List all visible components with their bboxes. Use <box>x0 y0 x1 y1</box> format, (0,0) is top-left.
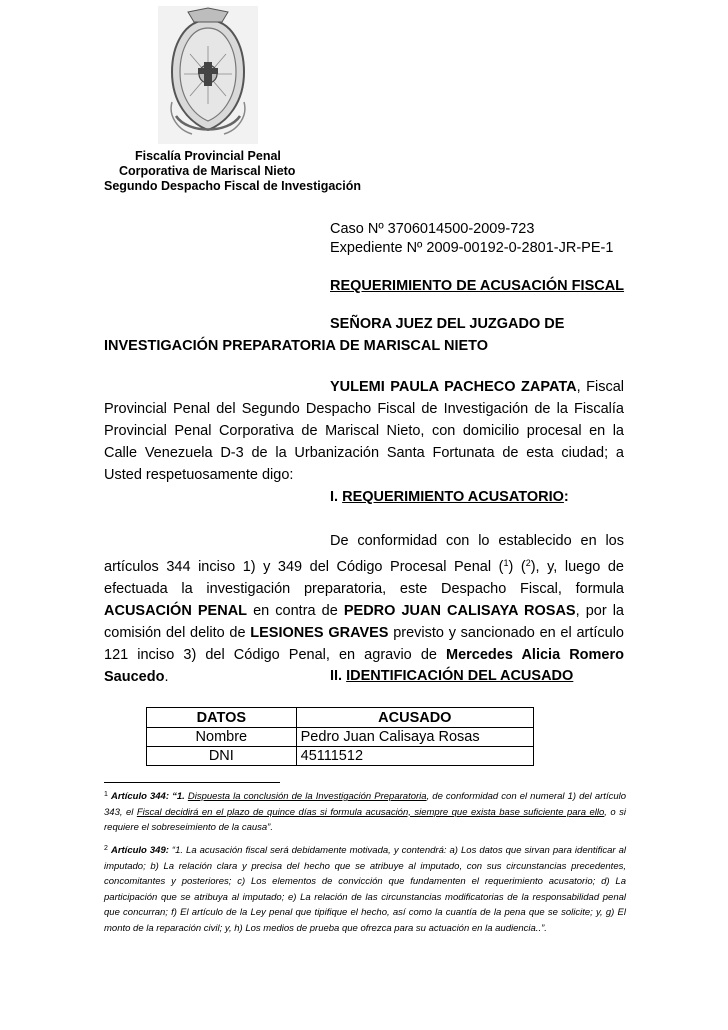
office-header <box>104 149 361 194</box>
table-cell: 45111512 <box>296 747 533 766</box>
accused-data-table <box>146 707 534 766</box>
body-text-5: , por la comisión del delito de <box>104 603 625 641</box>
office-line-3: Segundo Despacho Fiscal de Investigación <box>104 179 362 193</box>
addressee-line-1: SEÑORA JUEZ DEL JUZGADO DE <box>330 316 565 332</box>
footnote-1-text-2: , o si requiere el sobreseimiento de la causa”. <box>104 806 626 833</box>
section-heading-2 <box>330 668 573 684</box>
footnote-1-article: Artículo 344: <box>111 791 169 802</box>
body-text-1: De conformidad con lo establecido en los artículos 344 inciso 1) y 349 del Código Procesal Penal ( <box>104 533 624 575</box>
footnote-1-number: 1 <box>104 791 108 798</box>
accused-name: PEDRO JUAN CALISAYA ROSAS <box>343 603 576 619</box>
footnote-2 <box>104 841 626 936</box>
footnote-separator <box>104 782 280 783</box>
prosecutor-name: YULEMI PAULA PACHECO ZAPATA <box>330 379 577 395</box>
table-header-cell: ACUSADO <box>296 708 533 728</box>
document-title: REQUERIMIENTO DE ACUSACIÓN FISCAL <box>330 278 625 294</box>
table-cell: Pedro Juan Calisaya Rosas <box>296 728 533 747</box>
table-row <box>147 728 534 747</box>
section-2-title: IDENTIFICACIÓN DEL ACUSADO <box>346 668 574 684</box>
case-number: Caso Nº 3706014500-2009-723 <box>330 221 535 237</box>
body-text-4: en contra de <box>247 603 344 619</box>
table-cell: DNI <box>147 747 297 766</box>
footnote-ref-2[interactable]: 2 <box>525 558 531 568</box>
footnote-1-open: “1. <box>169 791 188 802</box>
footnote-2-number: 2 <box>104 845 108 852</box>
footnote-2-text: “1. La acusación fiscal será debidamente motivada, y contendrá: a) Los datos que sirvan para identificar al imputado; b) La relación clara y precisa del hecho que se atribuye al imputado, con sus circunstancias precedentes, concomitantes y posteriores; c) Los elementos de convicción que fundamenten el requerimiento acusatorio; d) La participación que se atribuya al imputado; e) La relación de las circunstancias modificatorias de la responsabilidad penal que concurran; f) El artículo de la Ley penal que tipifique el hecho, así como la cuantía de la pena que se solicite; y, g) El monto de la reparación civil; y, h) Los medios de prueba que ofrezca para su actuación en la audiencia..”. <box>104 845 627 934</box>
office-line-1: Fiscalía Provincial Penal <box>135 149 281 163</box>
file-number: Expediente Nº 2009-00192-0-2801-JR-PE-1 <box>330 240 614 256</box>
table-header-row <box>147 708 534 728</box>
addressee <box>104 313 624 357</box>
footnote-2-article: Artículo 349: <box>110 845 169 856</box>
footnote-1-underlined-2: Fiscal decidirá en el plazo de quince días si formula acusación, siempre que exista base suficiente para ello <box>136 806 605 818</box>
footnote-ref-1[interactable]: 1 <box>503 558 509 568</box>
table-row <box>147 747 534 766</box>
judiciary-seal-emblem <box>158 6 258 144</box>
body-text-7: . <box>164 669 169 685</box>
victim-name: Mercedes Alicia Romero Saucedo <box>104 647 624 685</box>
section-heading-1 <box>330 489 569 505</box>
office-line-2: Corporativa de Mariscal Nieto <box>119 164 296 178</box>
footnote-1 <box>104 787 626 836</box>
body-text-3: ), y, luego de efectuada la investigación preparatoria, este Despacho Fiscal, formula <box>104 559 624 597</box>
table-header-cell: DATOS <box>147 708 297 728</box>
section-1-colon: : <box>563 489 569 505</box>
footnote-1-text-1: , de conformidad con el numeral 1) del artículo 343, el <box>104 791 627 818</box>
addressee-line-2: INVESTIGACIÓN PREPARATORIA DE MARISCAL NIETO <box>104 338 489 354</box>
accusation-label: ACUSACIÓN PENAL <box>104 603 248 619</box>
section-1-number: I. <box>330 489 339 505</box>
intro-text: , Fiscal Provincial Penal del Segundo Despacho Fiscal de Investigación de la Fiscalía Provincial Penal Corporativa de Mariscal Nieto, con domicilio procesal en la Calle Venezuela D-3 de la Urbanización Santa Fortunata de esta ciudad; a Usted respetuosamente digo: <box>104 379 624 483</box>
section-1-title: REQUERIMIENTO ACUSATORIO <box>342 489 564 505</box>
body-text-2: ) ( <box>508 559 526 575</box>
footnote-1-underlined-1: Dispuesta la conclusión de la Investigación Preparatoria <box>187 791 427 802</box>
offense-name: LESIONES GRAVES <box>250 625 389 641</box>
accusation-paragraph <box>104 530 624 688</box>
intro-paragraph <box>104 376 624 486</box>
section-2-number: II. <box>330 668 343 684</box>
body-text-6: previsto y sancionado en el artículo 121 inciso 3) del Código Penal, en agravio de <box>104 625 624 663</box>
table-cell: Nombre <box>147 728 297 747</box>
